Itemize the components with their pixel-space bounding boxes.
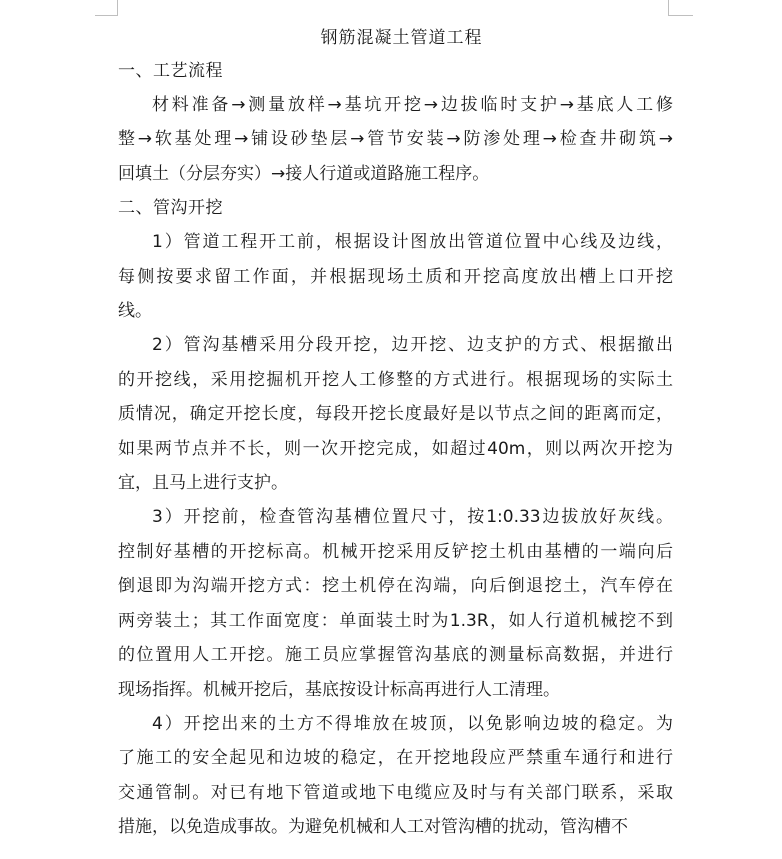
- paragraph-line: 1）管道工程开工前，根据设计图放出管道位置中心线及边线，: [152, 232, 673, 253]
- paragraph-line: 质情况，确定开挖长度，每段开挖长度最好是以节点之间的距离而定，: [118, 404, 673, 425]
- section-heading: 一、工艺流程: [118, 61, 223, 81]
- paragraph-line: 宜，且马上进行支护。: [118, 473, 288, 494]
- crop-mark-right-horizontal: [669, 15, 693, 16]
- paragraph-line: 线。: [118, 301, 152, 322]
- paragraph: [118, 88, 673, 191]
- document-body: [118, 22, 673, 845]
- paragraph-line: 两旁装土；其工作面宽度：单面装土时为1.3R，如人行道机械挖不到: [118, 610, 673, 631]
- document-sections: [118, 54, 673, 845]
- paragraph-line: 倒退即为沟端开挖方式：挖土机停在沟端，向后倒退挖土，汽车停在: [118, 576, 673, 597]
- paragraph-line: 交通管制。对已有地下管道或地下电缆应及时与有关部门联系，采取: [118, 782, 673, 803]
- paragraph-line: 每侧按要求留工作面，并根据现场土质和开挖高度放出槽上口开挖: [118, 266, 673, 287]
- paragraph-line: 整→软基处理→铺设砂垫层→管节安装→防渗处理→检查井砌筑→: [118, 129, 673, 150]
- paragraph: [118, 328, 673, 500]
- paragraph-line: 措施，以免造成事故。为避免机械和人工对管沟槽的扰动，管沟槽不: [118, 817, 628, 838]
- paragraph-line: 的位置用人工开挖。施工员应掌握管沟基底的测量标高数据，并进行: [118, 645, 673, 666]
- crop-mark-left-vertical: [117, 0, 118, 16]
- paragraph-line: 材料准备→测量放样→基坑开挖→边拔临时支护→基底人工修: [152, 95, 673, 115]
- section-heading: 二、管沟开挖: [118, 198, 223, 219]
- paragraph-line: 2）管沟基槽采用分段开挖，边开挖、边支护的方式、根据撤出: [152, 335, 673, 356]
- crop-mark-right-vertical: [668, 0, 669, 16]
- paragraph-line: 如果两节点并不长，则一次开挖完成，如超过40m，则以两次开挖为: [118, 438, 673, 459]
- document-title: 钢筋混凝土管道工程: [320, 28, 483, 48]
- paragraph-line: 现场指挥。机械开挖后，基底按设计标高再进行人工清理。: [118, 679, 560, 700]
- paragraph-line: 4）开挖出来的土方不得堆放在坡顶，以免影响边坡的稳定。为: [152, 713, 673, 734]
- paragraph-line: 回填土（分层夯实）→接人行道或道路施工程序。: [118, 163, 490, 184]
- paragraph-line: 3）开挖前，检查管沟基槽位置尺寸，按1:0.33边拔放好灰线。: [152, 507, 673, 528]
- paragraph-line: 的开挖线，采用挖掘机开挖人工修整的方式进行。根据现场的实际土: [118, 369, 673, 390]
- crop-mark-left-horizontal: [95, 15, 117, 16]
- paragraph-line: 控制好基槽的开挖标高。机械开挖采用反铲挖土机由基槽的一端向后: [118, 541, 673, 562]
- paragraph: [118, 500, 673, 706]
- paragraph: [118, 225, 673, 328]
- paragraph-line: 了施工的安全起见和边坡的稳定，在开挖地段应严禁重车通行和进行: [118, 748, 673, 769]
- paragraph: [118, 707, 673, 845]
